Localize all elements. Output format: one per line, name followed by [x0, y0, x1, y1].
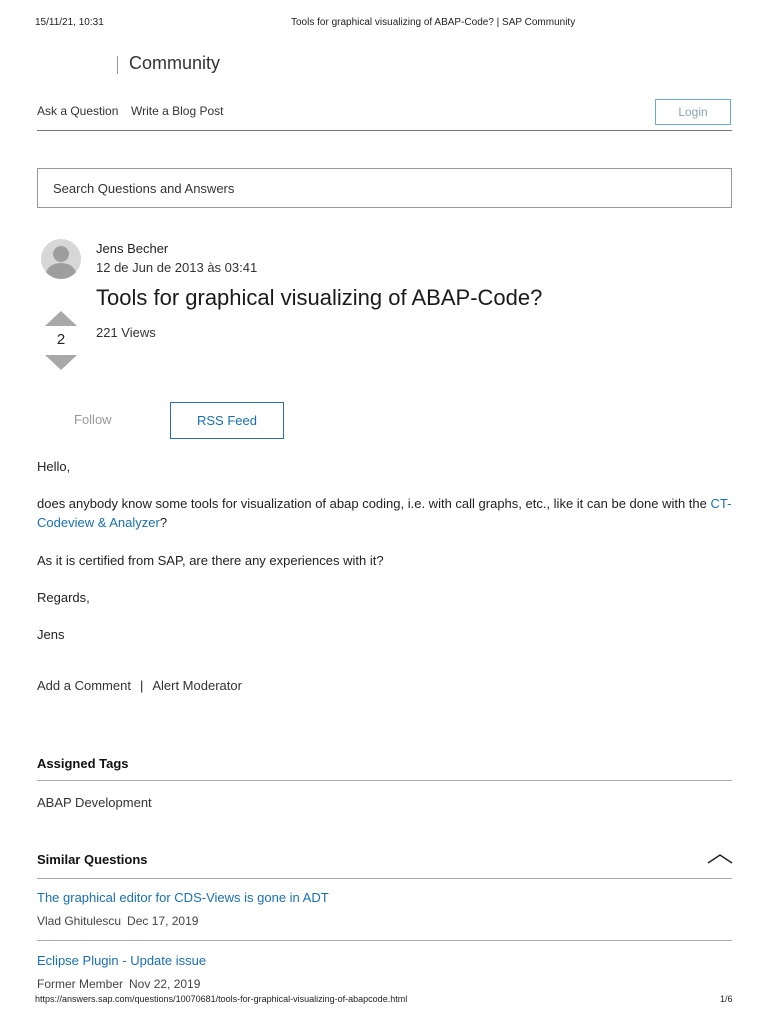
print-page-title: Tools for graphical visualizing of ABAP-Code? | SAP Community [291, 17, 576, 28]
body-paragraph-1 [37, 494, 732, 532]
similar-question-link[interactable]: Eclipse Plugin - Update issue [37, 953, 207, 968]
tag-abap-development[interactable]: ABAP Development [37, 795, 152, 810]
nav-ask-question[interactable]: Ask a Question [37, 104, 119, 118]
body-greeting: Hello, [37, 459, 71, 474]
similar-question-meta [37, 977, 200, 991]
body-signature: Jens [37, 627, 65, 642]
login-button[interactable]: Login [655, 99, 731, 125]
body-paragraph-1-text: does anybody know some tools for visualization of abap coding, i.e. with call graphs, etc., like it can be done with the [37, 496, 711, 511]
brand-divider [117, 56, 118, 74]
body-paragraph-2: As it is certified from SAP, are there any experiences with it? [37, 553, 384, 568]
similar-question-date: Dec 17, 2019 [127, 914, 199, 928]
similar-questions-divider [37, 878, 732, 879]
chevron-up-icon[interactable] [707, 851, 733, 865]
vote-up-icon[interactable] [45, 311, 77, 326]
similar-question-author[interactable]: Vlad Ghitulescu [37, 914, 122, 928]
action-separator: | [139, 678, 144, 693]
similar-question-divider [37, 940, 732, 941]
similar-question-link[interactable]: The graphical editor for CDS-Views is gone in ADT [37, 890, 329, 905]
question-author[interactable]: Jens Becher [96, 241, 169, 256]
vote-down-icon[interactable] [45, 355, 77, 370]
follow-button[interactable]: Follow [74, 412, 112, 427]
assigned-tags-heading: Assigned Tags [37, 756, 129, 771]
nav-divider [37, 130, 732, 131]
similar-question-date: Nov 22, 2019 [129, 977, 201, 991]
search-input[interactable] [37, 168, 732, 208]
user-silhouette-icon [41, 239, 81, 279]
ct-codeview-link[interactable]: CT-Codeview & Analyzer [37, 496, 732, 530]
similar-question-author[interactable]: Former Member [37, 977, 124, 991]
alert-moderator-link[interactable]: Alert Moderator [152, 678, 242, 693]
print-datetime: 15/11/21, 10:31 [35, 17, 104, 28]
add-comment-link[interactable]: Add a Comment [37, 678, 131, 693]
similar-questions-heading: Similar Questions [37, 852, 148, 867]
body-paragraph-1-end: ? [159, 515, 168, 530]
question-actions [37, 678, 242, 693]
nav-write-blog-post[interactable]: Write a Blog Post [131, 104, 224, 118]
question-date: 12 de Jun de 2013 às 03:41 [96, 260, 258, 275]
question-title: Tools for graphical visualizing of ABAP-Code? [96, 285, 543, 310]
rss-feed-button[interactable]: RSS Feed [170, 402, 284, 439]
vote-count: 2 [56, 331, 66, 348]
body-closing: Regards, [37, 590, 90, 605]
print-page-number: 1/6 [720, 994, 733, 1004]
assigned-tags-divider [37, 780, 732, 781]
avatar[interactable] [41, 239, 81, 279]
similar-question-meta [37, 914, 198, 928]
brand-community[interactable]: Community [129, 53, 221, 73]
question-views: 221 Views [96, 325, 156, 340]
print-url: https://answers.sap.com/questions/10070681/tools-for-graphical-visualizing-of-abapcode.html [35, 994, 408, 1004]
